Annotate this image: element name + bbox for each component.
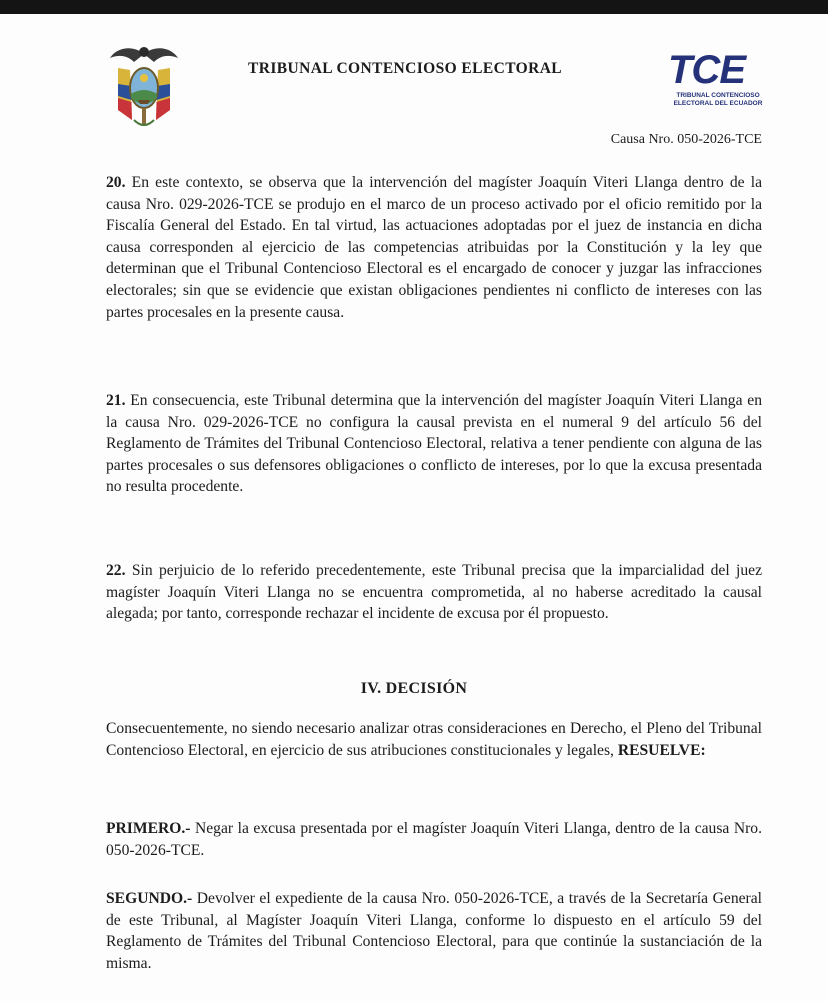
resuelve-label: RESUELVE: <box>617 741 706 759</box>
tce-logo-subtitle: TRIBUNAL CONTENCIOSO ELECTORAL DEL ECUADOR <box>673 92 763 107</box>
section-heading-decision: IV. DECISIÓN <box>360 680 468 697</box>
paragraph-20 <box>106 172 762 323</box>
paragraph-number: 21. <box>106 392 126 409</box>
institution-title: TRIBUNAL CONTENCIOSO ELECTORAL <box>248 60 563 77</box>
segundo-label: SEGUNDO.- <box>106 890 193 907</box>
paragraph-number: 22. <box>106 562 126 579</box>
paragraph-number: 20. <box>106 174 126 191</box>
decision-intro <box>106 718 762 761</box>
paragraph-text: Sin perjuicio de lo referido precedentemente, este Tribunal precisa que la imparcialidad del juez magíster Joaquín Viteri Llanga no se encuentra comprometida, al no haberse acreditado la causal alegada; por tanto, corresponde rechazar el incidente de excusa por él propuesto. <box>106 562 762 623</box>
decision-intro-text: Consecuentemente, no siendo necesario analizar otras consideraciones en Derecho, el Pleno del Tribunal Contencioso Electoral, en ejercicio de sus atribuciones constitucionales y legales, <box>106 720 762 759</box>
segundo-text: Devolver el expediente de la causa Nro. 050-2026-TCE, a través de la Secretaría General de este Tribunal, al Magíster Joaquín Viteri Llanga, conforme lo dispuesto en el artículo 59 del Reglamento de Trámites del Tribunal Contencioso Electoral, para que continúe la sustanciación de la misma. <box>106 890 762 972</box>
primero-text: Negar la excusa presentada por el magíster Joaquín Viteri Llanga, dentro de la causa Nro. 050-2026-TCE. <box>106 820 762 859</box>
ecuador-coat-of-arms-icon <box>108 40 180 132</box>
paragraph-21 <box>106 390 762 498</box>
resolution-primero <box>106 818 762 861</box>
paragraph-text: En este contexto, se observa que la intervención del magíster Joaquín Viteri Llanga dentro de la causa Nro. 029-2026-TCE se produjo en el marco de un proceso activado por el oficio remitido por la Fiscalía General del Estado. En tal virtud, las actuaciones adoptadas por el juez de instancia en dicha causa corresponden al ejercicio de las competencias atribuidas por la Constitución y la ley que determinan que el Tribunal Contencioso Electoral es el encargado de conocer y juzgar las infracciones electorales; sin que se evidencie que existan obligaciones pendientes ni conflicto de intereses con las partes procesales en la presente causa. <box>106 174 762 321</box>
paragraph-text: En consecuencia, este Tribunal determina que la intervención del magíster Joaquín Viteri Llanga en la causa Nro. 029-2026-TCE no configura la causal prevista en el numeral 9 del artículo 56 del Reglamento de Trámites del Tribunal Contencioso Electoral, relativa a tener pendiente con alguna de las partes procesales o sus defensores obligaciones o conflicto de intereses, por lo que la excusa presentada no resulta procedente. <box>106 392 762 496</box>
paragraph-22 <box>106 560 762 625</box>
tce-logo-text: TCE <box>668 48 745 92</box>
top-dark-bar <box>0 0 828 14</box>
primero-label: PRIMERO.- <box>106 820 191 837</box>
tce-logo <box>666 48 766 128</box>
resolution-segundo <box>106 888 762 974</box>
case-reference: Causa Nro. 050-2026-TCE <box>610 132 762 147</box>
